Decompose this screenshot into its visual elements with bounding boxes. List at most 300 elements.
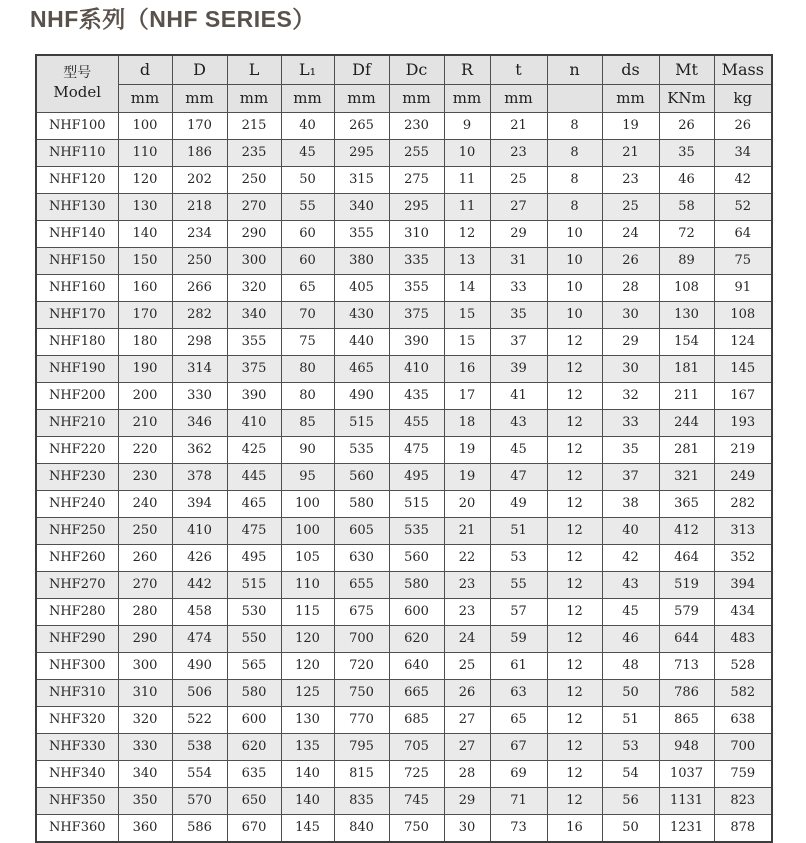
value-cell: 570 — [172, 787, 227, 814]
model-cell: NHF140 — [36, 220, 118, 247]
unit-header-cell: mm — [281, 84, 334, 112]
value-cell: 465 — [334, 355, 389, 382]
model-cell: NHF260 — [36, 544, 118, 571]
header-unit-row — [36, 84, 772, 112]
table-row — [36, 301, 772, 328]
column-header-cell: L₁ — [281, 55, 334, 85]
value-cell: 12 — [547, 571, 602, 598]
value-cell: 340 — [118, 760, 172, 787]
value-cell: 45 — [490, 436, 547, 463]
value-cell: 75 — [714, 247, 772, 274]
value-cell: 8 — [547, 166, 602, 193]
column-header-cell: d — [118, 55, 172, 85]
value-cell: 35 — [602, 436, 659, 463]
value-cell: 140 — [118, 220, 172, 247]
value-cell: 12 — [547, 490, 602, 517]
value-cell: 45 — [281, 139, 334, 166]
value-cell: 665 — [389, 679, 444, 706]
value-cell: 355 — [227, 328, 281, 355]
model-cell: NHF240 — [36, 490, 118, 517]
value-cell: 426 — [172, 544, 227, 571]
header-symbol-row — [36, 55, 772, 85]
value-cell: 59 — [490, 625, 547, 652]
table-row — [36, 571, 772, 598]
value-cell: 720 — [334, 652, 389, 679]
column-header-cell: Mass — [714, 55, 772, 85]
table-row — [36, 328, 772, 355]
value-cell: 73 — [490, 814, 547, 842]
value-cell: 12 — [547, 409, 602, 436]
model-cell: NHF320 — [36, 706, 118, 733]
value-cell: 215 — [227, 112, 281, 139]
value-cell: 140 — [281, 787, 334, 814]
model-cell: NHF330 — [36, 733, 118, 760]
value-cell: 644 — [659, 625, 714, 652]
value-cell: 745 — [389, 787, 444, 814]
value-cell: 442 — [172, 571, 227, 598]
value-cell: 394 — [172, 490, 227, 517]
value-cell: 50 — [602, 679, 659, 706]
value-cell: 100 — [281, 490, 334, 517]
value-cell: 410 — [172, 517, 227, 544]
value-cell: 530 — [227, 598, 281, 625]
value-cell: 495 — [389, 463, 444, 490]
value-cell: 42 — [602, 544, 659, 571]
value-cell: 30 — [602, 355, 659, 382]
model-cell: NHF300 — [36, 652, 118, 679]
value-cell: 330 — [172, 382, 227, 409]
value-cell: 280 — [118, 598, 172, 625]
value-cell: 45 — [602, 598, 659, 625]
value-cell: 550 — [227, 625, 281, 652]
value-cell: 186 — [172, 139, 227, 166]
value-cell: 21 — [602, 139, 659, 166]
value-cell: 43 — [490, 409, 547, 436]
value-cell: 43 — [602, 571, 659, 598]
unit-header-cell: KNm — [659, 84, 714, 112]
table-row — [36, 355, 772, 382]
value-cell: 455 — [389, 409, 444, 436]
model-cell: NHF150 — [36, 247, 118, 274]
model-cell: NHF190 — [36, 355, 118, 382]
value-cell: 37 — [490, 328, 547, 355]
value-cell: 211 — [659, 382, 714, 409]
value-cell: 51 — [602, 706, 659, 733]
value-cell: 630 — [334, 544, 389, 571]
model-cell: NHF120 — [36, 166, 118, 193]
value-cell: 67 — [490, 733, 547, 760]
value-cell: 57 — [490, 598, 547, 625]
value-cell: 554 — [172, 760, 227, 787]
value-cell: 39 — [490, 355, 547, 382]
value-cell: 22 — [444, 544, 490, 571]
value-cell: 32 — [602, 382, 659, 409]
value-cell: 240 — [118, 490, 172, 517]
value-cell: 35 — [659, 139, 714, 166]
value-cell: 26 — [602, 247, 659, 274]
table-row — [36, 139, 772, 166]
table-row — [36, 760, 772, 787]
model-header-cell — [36, 55, 118, 113]
value-cell: 670 — [227, 814, 281, 842]
value-cell: 786 — [659, 679, 714, 706]
value-cell: 464 — [659, 544, 714, 571]
value-cell: 390 — [389, 328, 444, 355]
model-header-en: Model — [53, 82, 102, 101]
value-cell: 71 — [490, 787, 547, 814]
model-cell: NHF290 — [36, 625, 118, 652]
table-row — [36, 436, 772, 463]
value-cell: 586 — [172, 814, 227, 842]
table-body — [36, 112, 772, 842]
value-cell: 145 — [714, 355, 772, 382]
value-cell: 75 — [281, 328, 334, 355]
value-cell: 12 — [547, 733, 602, 760]
value-cell: 80 — [281, 382, 334, 409]
table-header — [36, 55, 772, 113]
value-cell: 8 — [547, 112, 602, 139]
value-cell: 100 — [281, 517, 334, 544]
column-header-cell: L — [227, 55, 281, 85]
value-cell: 29 — [602, 328, 659, 355]
value-cell: 25 — [444, 652, 490, 679]
value-cell: 11 — [444, 193, 490, 220]
model-cell: NHF130 — [36, 193, 118, 220]
value-cell: 580 — [227, 679, 281, 706]
value-cell: 355 — [389, 274, 444, 301]
value-cell: 340 — [227, 301, 281, 328]
table-row — [36, 706, 772, 733]
value-cell: 13 — [444, 247, 490, 274]
value-cell: 321 — [659, 463, 714, 490]
value-cell: 249 — [714, 463, 772, 490]
value-cell: 865 — [659, 706, 714, 733]
value-cell: 315 — [334, 166, 389, 193]
value-cell: 410 — [227, 409, 281, 436]
value-cell: 948 — [659, 733, 714, 760]
value-cell: 15 — [444, 301, 490, 328]
value-cell: 579 — [659, 598, 714, 625]
column-header-cell: Df — [334, 55, 389, 85]
unit-header-cell: mm — [490, 84, 547, 112]
value-cell: 270 — [227, 193, 281, 220]
value-cell: 120 — [281, 625, 334, 652]
value-cell: 300 — [227, 247, 281, 274]
value-cell: 565 — [227, 652, 281, 679]
value-cell: 29 — [490, 220, 547, 247]
value-cell: 352 — [714, 544, 772, 571]
value-cell: 12 — [547, 706, 602, 733]
value-cell: 255 — [389, 139, 444, 166]
value-cell: 390 — [227, 382, 281, 409]
value-cell: 17 — [444, 382, 490, 409]
value-cell: 23 — [444, 571, 490, 598]
value-cell: 310 — [118, 679, 172, 706]
value-cell: 440 — [334, 328, 389, 355]
table-row — [36, 598, 772, 625]
value-cell: 60 — [281, 220, 334, 247]
value-cell: 28 — [444, 760, 490, 787]
value-cell: 490 — [172, 652, 227, 679]
model-cell: NHF280 — [36, 598, 118, 625]
value-cell: 320 — [227, 274, 281, 301]
table-row — [36, 166, 772, 193]
value-cell: 266 — [172, 274, 227, 301]
unit-header-cell: mm — [444, 84, 490, 112]
value-cell: 535 — [334, 436, 389, 463]
value-cell: 46 — [659, 166, 714, 193]
value-cell: 19 — [602, 112, 659, 139]
value-cell: 31 — [490, 247, 547, 274]
value-cell: 193 — [714, 409, 772, 436]
value-cell: 560 — [389, 544, 444, 571]
value-cell: 528 — [714, 652, 772, 679]
value-cell: 105 — [281, 544, 334, 571]
table-row — [36, 787, 772, 814]
value-cell: 27 — [490, 193, 547, 220]
column-header-cell: ds — [602, 55, 659, 85]
value-cell: 298 — [172, 328, 227, 355]
table-row — [36, 220, 772, 247]
value-cell: 290 — [227, 220, 281, 247]
value-cell: 260 — [118, 544, 172, 571]
value-cell: 90 — [281, 436, 334, 463]
value-cell: 250 — [227, 166, 281, 193]
value-cell: 30 — [602, 301, 659, 328]
table-row — [36, 247, 772, 274]
value-cell: 519 — [659, 571, 714, 598]
value-cell: 24 — [602, 220, 659, 247]
value-cell: 54 — [602, 760, 659, 787]
value-cell: 483 — [714, 625, 772, 652]
value-cell: 64 — [714, 220, 772, 247]
value-cell: 53 — [602, 733, 659, 760]
value-cell: 218 — [172, 193, 227, 220]
value-cell: 300 — [118, 652, 172, 679]
value-cell: 474 — [172, 625, 227, 652]
value-cell: 281 — [659, 436, 714, 463]
unit-header-cell: mm — [602, 84, 659, 112]
model-cell: NHF170 — [36, 301, 118, 328]
value-cell: 580 — [389, 571, 444, 598]
value-cell: 380 — [334, 247, 389, 274]
value-cell: 823 — [714, 787, 772, 814]
value-cell: 275 — [389, 166, 444, 193]
value-cell: 795 — [334, 733, 389, 760]
value-cell: 522 — [172, 706, 227, 733]
value-cell: 9 — [444, 112, 490, 139]
value-cell: 24 — [444, 625, 490, 652]
value-cell: 51 — [490, 517, 547, 544]
value-cell: 42 — [714, 166, 772, 193]
value-cell: 360 — [118, 814, 172, 842]
value-cell: 350 — [118, 787, 172, 814]
value-cell: 12 — [547, 436, 602, 463]
value-cell: 80 — [281, 355, 334, 382]
table-row — [36, 814, 772, 842]
value-cell: 108 — [659, 274, 714, 301]
value-cell: 26 — [444, 679, 490, 706]
value-cell: 19 — [444, 436, 490, 463]
column-header-cell: Dc — [389, 55, 444, 85]
value-cell: 346 — [172, 409, 227, 436]
value-cell: 48 — [602, 652, 659, 679]
unit-header-cell: mm — [389, 84, 444, 112]
value-cell: 650 — [227, 787, 281, 814]
value-cell: 91 — [714, 274, 772, 301]
value-cell: 30 — [444, 814, 490, 842]
value-cell: 49 — [490, 490, 547, 517]
value-cell: 108 — [714, 301, 772, 328]
value-cell: 320 — [118, 706, 172, 733]
unit-header-cell — [547, 84, 602, 112]
value-cell: 11 — [444, 166, 490, 193]
value-cell: 362 — [172, 436, 227, 463]
value-cell: 26 — [714, 112, 772, 139]
value-cell: 410 — [389, 355, 444, 382]
table-row — [36, 382, 772, 409]
value-cell: 124 — [714, 328, 772, 355]
value-cell: 620 — [227, 733, 281, 760]
value-cell: 120 — [281, 652, 334, 679]
value-cell: 700 — [714, 733, 772, 760]
value-cell: 14 — [444, 274, 490, 301]
value-cell: 145 — [281, 814, 334, 842]
value-cell: 20 — [444, 490, 490, 517]
page-title: NHF系列（NHF SERIES） — [30, 6, 316, 32]
model-cell: NHF160 — [36, 274, 118, 301]
value-cell: 33 — [490, 274, 547, 301]
value-cell: 12 — [547, 598, 602, 625]
model-cell: NHF230 — [36, 463, 118, 490]
value-cell: 170 — [118, 301, 172, 328]
value-cell: 61 — [490, 652, 547, 679]
value-cell: 26 — [659, 112, 714, 139]
value-cell: 130 — [118, 193, 172, 220]
value-cell: 1037 — [659, 760, 714, 787]
value-cell: 65 — [490, 706, 547, 733]
model-cell: NHF200 — [36, 382, 118, 409]
value-cell: 202 — [172, 166, 227, 193]
value-cell: 535 — [389, 517, 444, 544]
value-cell: 70 — [281, 301, 334, 328]
value-cell: 210 — [118, 409, 172, 436]
column-header-cell: Mt — [659, 55, 714, 85]
value-cell: 250 — [118, 517, 172, 544]
column-header-cell: n — [547, 55, 602, 85]
unit-header-cell: mm — [227, 84, 281, 112]
value-cell: 770 — [334, 706, 389, 733]
value-cell: 25 — [602, 193, 659, 220]
value-cell: 835 — [334, 787, 389, 814]
table-row — [36, 193, 772, 220]
value-cell: 89 — [659, 247, 714, 274]
value-cell: 750 — [389, 814, 444, 842]
value-cell: 538 — [172, 733, 227, 760]
value-cell: 41 — [490, 382, 547, 409]
value-cell: 135 — [281, 733, 334, 760]
value-cell: 465 — [227, 490, 281, 517]
value-cell: 355 — [334, 220, 389, 247]
value-cell: 40 — [602, 517, 659, 544]
table-row — [36, 463, 772, 490]
value-cell: 290 — [118, 625, 172, 652]
value-cell: 235 — [227, 139, 281, 166]
value-cell: 60 — [281, 247, 334, 274]
value-cell: 10 — [547, 247, 602, 274]
model-cell: NHF110 — [36, 139, 118, 166]
value-cell: 725 — [389, 760, 444, 787]
value-cell: 8 — [547, 193, 602, 220]
value-cell: 685 — [389, 706, 444, 733]
table-row — [36, 409, 772, 436]
table-row — [36, 625, 772, 652]
value-cell: 63 — [490, 679, 547, 706]
value-cell: 120 — [118, 166, 172, 193]
value-cell: 27 — [444, 733, 490, 760]
value-cell: 55 — [490, 571, 547, 598]
value-cell: 1231 — [659, 814, 714, 842]
value-cell: 234 — [172, 220, 227, 247]
value-cell: 295 — [389, 193, 444, 220]
value-cell: 244 — [659, 409, 714, 436]
value-cell: 10 — [547, 301, 602, 328]
value-cell: 12 — [547, 328, 602, 355]
value-cell: 25 — [490, 166, 547, 193]
model-cell: NHF270 — [36, 571, 118, 598]
value-cell: 35 — [490, 301, 547, 328]
value-cell: 12 — [547, 463, 602, 490]
value-cell: 55 — [281, 193, 334, 220]
model-cell: NHF180 — [36, 328, 118, 355]
value-cell: 600 — [389, 598, 444, 625]
value-cell: 12 — [547, 382, 602, 409]
value-cell: 46 — [602, 625, 659, 652]
column-header-cell: R — [444, 55, 490, 85]
value-cell: 330 — [118, 733, 172, 760]
value-cell: 295 — [334, 139, 389, 166]
nhf-series-spec-table — [35, 54, 773, 843]
value-cell: 475 — [389, 436, 444, 463]
value-cell: 675 — [334, 598, 389, 625]
value-cell: 700 — [334, 625, 389, 652]
model-cell: NHF340 — [36, 760, 118, 787]
value-cell: 840 — [334, 814, 389, 842]
value-cell: 10 — [547, 220, 602, 247]
value-cell: 515 — [334, 409, 389, 436]
value-cell: 365 — [659, 490, 714, 517]
table-row — [36, 274, 772, 301]
value-cell: 29 — [444, 787, 490, 814]
value-cell: 200 — [118, 382, 172, 409]
value-cell: 600 — [227, 706, 281, 733]
value-cell: 37 — [602, 463, 659, 490]
value-cell: 65 — [281, 274, 334, 301]
value-cell: 605 — [334, 517, 389, 544]
value-cell: 490 — [334, 382, 389, 409]
unit-header-cell: kg — [714, 84, 772, 112]
value-cell: 12 — [547, 679, 602, 706]
model-cell: NHF350 — [36, 787, 118, 814]
value-cell: 95 — [281, 463, 334, 490]
value-cell: 38 — [602, 490, 659, 517]
value-cell: 506 — [172, 679, 227, 706]
value-cell: 582 — [714, 679, 772, 706]
value-cell: 220 — [118, 436, 172, 463]
value-cell: 1131 — [659, 787, 714, 814]
value-cell: 250 — [172, 247, 227, 274]
value-cell: 52 — [714, 193, 772, 220]
